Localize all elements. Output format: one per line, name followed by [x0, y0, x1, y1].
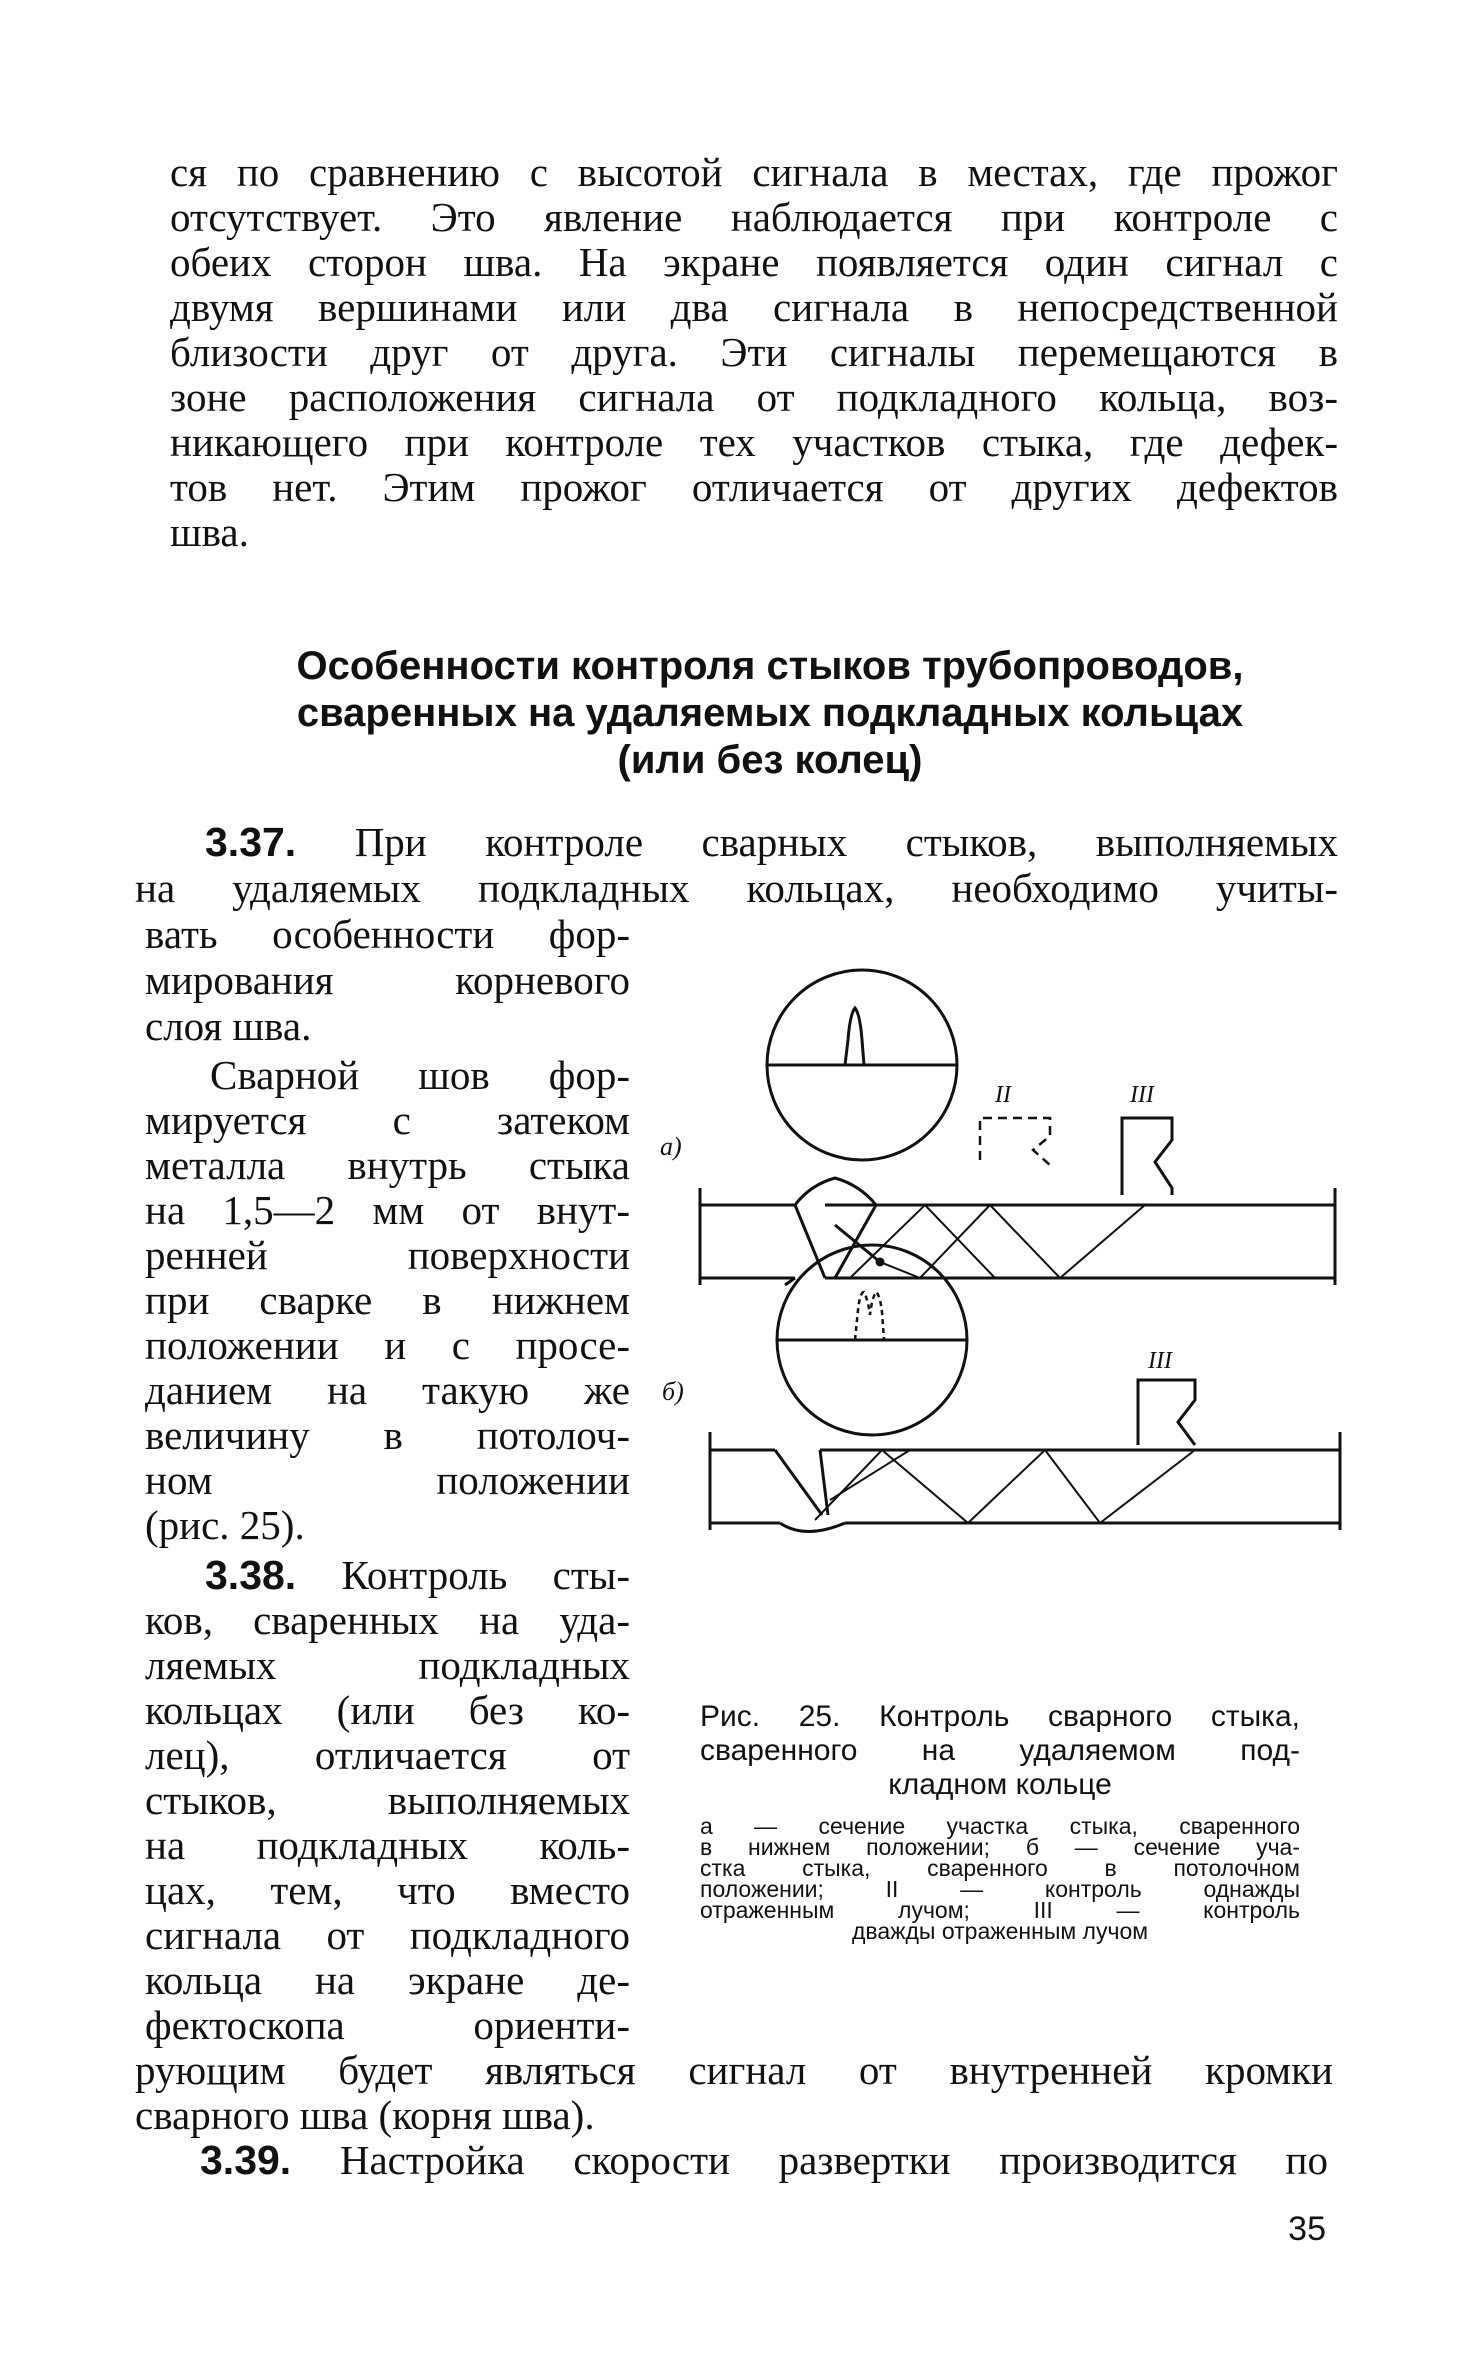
figure-25: [650, 940, 1370, 1680]
plate-a: [700, 1178, 1335, 1285]
paragraph-number: 3.37.: [205, 819, 297, 865]
caption-title-line: Рис. 25. Контроль сварного стыка,: [700, 1700, 1300, 1733]
text-line: на удаляемых подкладных кольцах, необходимо учиты-: [135, 865, 1338, 911]
heading-line: (или без колец): [617, 738, 923, 782]
paragraph-number: 3.38.: [205, 1552, 297, 1598]
text-line: цах, тем, что вместо: [145, 1867, 630, 1913]
text-line: двумя вершинами или два сигнала в непосредственной: [170, 284, 1338, 330]
text-run: Настройка скорости развертки производится по: [339, 2137, 1328, 2183]
page-number: 35: [1288, 2210, 1326, 2248]
text-line: ренней поверхности: [145, 1232, 630, 1278]
text-line: ся по сравнению с высотой сигнала в местах, где прожог: [170, 149, 1338, 195]
text-line: отсутствует. Это явление наблюдается при контроле с: [170, 194, 1338, 240]
text-line: фектоскопа ориенти-: [145, 2002, 630, 2048]
caption-body-line: отраженным лучом; III — контроль: [700, 1897, 1300, 1923]
text-line: мируется с затеком: [145, 1097, 630, 1143]
caption-body-line: дважды отраженным лучом: [851, 1918, 1149, 1944]
text-line: никающего при контроле тех участков стыка, где дефек-: [170, 419, 1338, 465]
text-line: (рис. 25).: [145, 1502, 305, 1548]
text-line: стыков, выполняемых: [145, 1777, 630, 1823]
label-b: б): [662, 1377, 684, 1406]
paragraph-3-39: [200, 2138, 1328, 2183]
text-line: обеих сторон шва. На экране появляется один сигнал с: [170, 239, 1338, 285]
text-run: Контроль сты-: [341, 1552, 630, 1598]
text-line: ляемых подкладных: [145, 1642, 630, 1688]
probe-ii-label: II: [995, 1082, 1011, 1108]
probe-iii-a-label: III: [1130, 1082, 1154, 1108]
text-line: ков, сваренных на уда-: [145, 1597, 630, 1643]
label-a: а): [660, 1132, 682, 1161]
text-line: сигнала от подкладного: [145, 1912, 630, 1958]
probe-ii: [980, 1118, 1050, 1165]
screen-a: [767, 970, 957, 1160]
text-line: кольцах (или без ко-: [145, 1687, 630, 1733]
caption-body-line: в нижнем положении; б — сечение уча-: [700, 1834, 1300, 1860]
caption-title-line: кладном кольце: [888, 1768, 1112, 1801]
plate-b: [710, 1432, 1340, 1532]
text-line: положении и с просе-: [145, 1322, 630, 1368]
text-line: металла внутрь стыка: [145, 1142, 630, 1188]
text-line: сварного шва (корня шва).: [135, 2092, 595, 2138]
text-line: [205, 820, 1338, 865]
text-line: данием на такую же: [145, 1367, 630, 1413]
text-line: величину в потолоч-: [145, 1412, 630, 1458]
caption-body-line: положении; II — контроль однажды: [700, 1876, 1300, 1902]
text-line: мирования корневого: [145, 957, 630, 1003]
text-line: кольца на экране де-: [145, 1957, 630, 2003]
screen-b: [777, 1245, 967, 1435]
heading-line: сваренных на удаляемых подкладных кольцах: [296, 691, 1244, 735]
probe-iii-b: [1138, 1380, 1195, 1445]
text-line: шва.: [170, 509, 249, 555]
paragraph-number: 3.39.: [200, 2137, 292, 2183]
text-line: на 1,5—2 мм от внут-: [145, 1187, 630, 1233]
text-line: Сварной шов фор-: [210, 1052, 630, 1098]
text-line: при сварке в нижнем: [145, 1277, 630, 1323]
text-line: ном положении: [145, 1457, 630, 1503]
text-line: на подкладных коль-: [145, 1822, 630, 1868]
text-line: слоя шва.: [145, 1003, 312, 1049]
caption-body-line: стка стыка, сваренного в потолочном: [700, 1855, 1300, 1881]
heading-line: Особенности контроля стыков трубопроводов,: [296, 644, 1244, 688]
caption-title-line: сваренного на удаляемом под-: [700, 1734, 1300, 1767]
text-run: При контроле сварных стыков, выполняемых: [354, 819, 1339, 865]
text-line: лец), отличается от: [145, 1732, 630, 1778]
caption-body-line: а — сечение участка стыка, сваренного: [700, 1813, 1300, 1839]
text-line: тов нет. Этим прожог отличается от других дефектов: [170, 464, 1338, 510]
probe-iii-a: [1122, 1118, 1172, 1195]
text-line: [205, 1553, 630, 1598]
text-line: вать особенности фор-: [145, 911, 630, 957]
text-line: рующим будет являться сигнал от внутренней кромки: [135, 2047, 1333, 2093]
probe-iii-b-label: III: [1148, 1348, 1172, 1374]
text-line: близости друг от друга. Эти сигналы перемещаются в: [170, 329, 1338, 375]
text-line: зоне расположения сигнала от подкладного кольца, воз-: [170, 374, 1338, 420]
